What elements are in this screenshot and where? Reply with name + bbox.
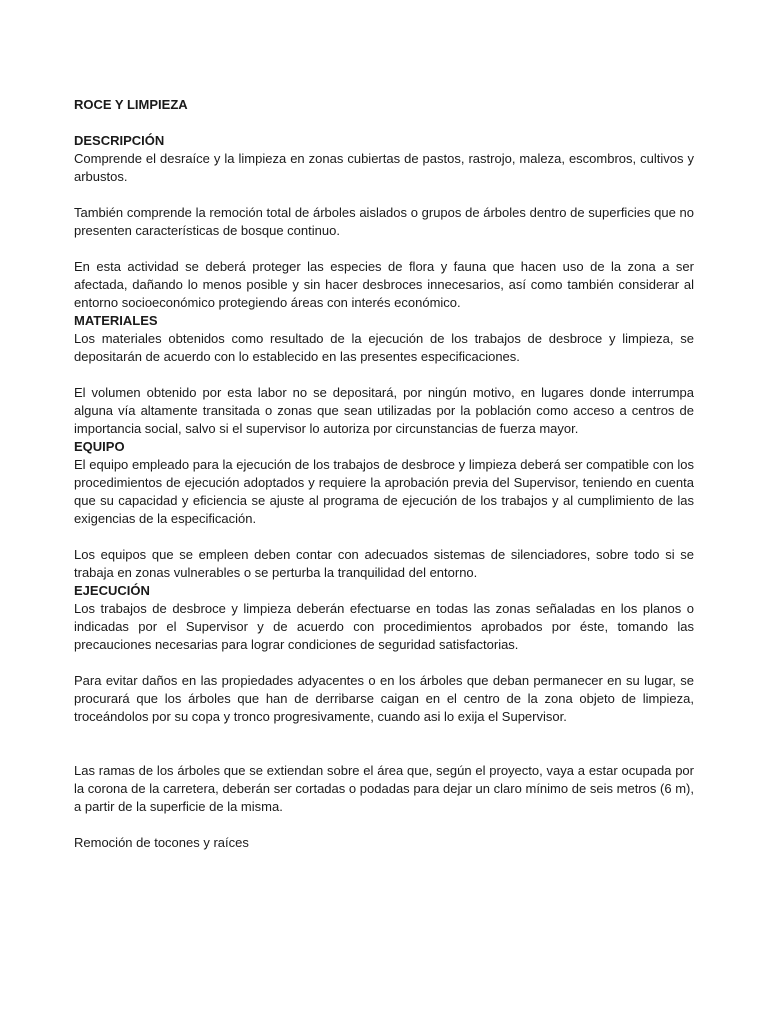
paragraph: Las ramas de los árboles que se extiendan sobre el área que, según el proyecto, vaya a estar ocupada por la corona de la carretera, deberán ser cortadas o podadas para dejar un claro mínimo de seis metros (6 m), a partir de la superficie de la misma.	[74, 763, 694, 814]
paragraph: También comprende la remoción total de árboles aislados o grupos de árboles dentro de superficies que no presenten características de bosque continuo.	[74, 205, 694, 238]
paragraph: Los materiales obtenidos como resultado de la ejecución de los trabajos de desbroce y limpieza, se depositarán de acuerdo con lo establecido en las presentes especificaciones.	[74, 331, 694, 364]
section-heading-materiales: MATERIALES	[74, 313, 158, 328]
document-page	[74, 96, 694, 870]
section-ejecucion	[74, 582, 694, 852]
paragraph: El equipo empleado para la ejecución de los trabajos de desbroce y limpieza deberá ser compatible con los procedimientos de ejecución adoptados y requiere la aprobación previa del Supervisor, teniendo en cuenta que su capacidad y eficiencia se ajuste al programa de ejecución de los trabajos y al cumplimiento de las exigencias de la especificación.	[74, 457, 694, 526]
paragraph: Para evitar daños en las propiedades adyacentes o en los árboles que deban permanecer en su lugar, se procurará que los árboles que han de derribarse caigan en el centro de la zona objeto de limpieza, troceándolos por su copa y tronco progresivamente, cuando asi lo exija el Supervisor.	[74, 673, 694, 724]
section-heading-equipo: EQUIPO	[74, 439, 125, 454]
paragraph: Comprende el desraíce y la limpieza en zonas cubiertas de pastos, rastrojo, maleza, escombros, cultivos y arbustos.	[74, 151, 694, 184]
section-heading-ejecucion: EJECUCIÓN	[74, 583, 150, 598]
section-equipo	[74, 438, 694, 582]
paragraph: Los trabajos de desbroce y limpieza deberán efectuarse en todas las zonas señaladas en los planos o indicadas por el Supervisor y de acuerdo con procedimientos aprobados por éste, tomando las precauciones necesarias para lograr condiciones de seguridad satisfactorias.	[74, 601, 694, 652]
section-heading-descripcion: DESCRIPCIÓN	[74, 133, 165, 148]
paragraph: En esta actividad se deberá proteger las especies de flora y fauna que hacen uso de la zona a ser afectada, dañando lo menos posible y sin hacer desbroces innecesarios, así como también considerar al entorno socioeconómico protegiendo áreas con interés económico.	[74, 259, 694, 310]
section-descripcion	[74, 132, 694, 312]
paragraph: Los equipos que se empleen deben contar con adecuados sistemas de silenciadores, sobre todo si se trabaja en zonas vulnerables o se perturba la tranquilidad del entorno.	[74, 547, 694, 580]
subheading-remocion-tocones: Remoción de tocones y raíces	[74, 835, 249, 850]
document-title: ROCE Y LIMPIEZA	[74, 97, 188, 112]
paragraph: El volumen obtenido por esta labor no se depositará, por ningún motivo, en lugares donde interrumpa alguna vía altamente transitada o zonas que sean utilizadas por la población como acceso a centros de importancia social, salvo si el supervisor lo autoriza por circunstancias de fuerza mayor.	[74, 385, 694, 436]
section-materiales	[74, 312, 694, 438]
